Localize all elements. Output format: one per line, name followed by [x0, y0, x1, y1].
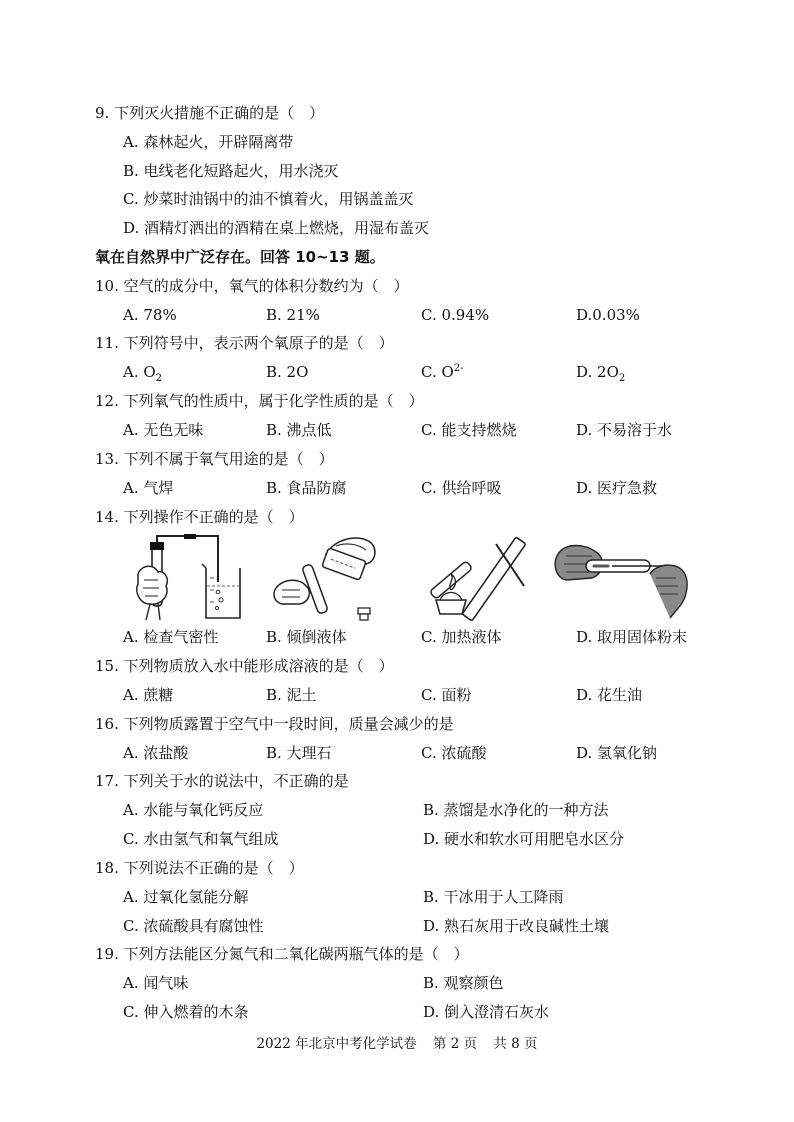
q13-stem-line [0, 445, 794, 474]
q13-stem: 13. 下列不属于氧气用途的是（ ） [95, 450, 334, 468]
q16-options [0, 739, 794, 768]
q9-option-a: A. 森林起火，开辟隔离带 [123, 133, 294, 151]
q12-option-a: A. 无色无味 [123, 421, 204, 439]
q11-option-c: C. $O^{2-}$ [421, 363, 464, 381]
q9-option-c-line [0, 185, 794, 214]
q17-options-ab [0, 796, 794, 825]
q18-options-cd [0, 912, 794, 941]
q16-stem-line [0, 710, 794, 739]
q10-option-d: D.0.03% [576, 306, 640, 324]
q9-option-a-line [0, 128, 794, 157]
q10-option-b: B. 21% [266, 306, 320, 324]
q17-option-c: C. 水由氢气和氧气组成 [123, 830, 279, 848]
q9-option-b-line [0, 157, 794, 186]
q15-option-a: A. 蔗糖 [123, 686, 174, 704]
q11-option-b: B. 2O [266, 363, 309, 381]
q11-stem-line [0, 329, 794, 358]
pour-liquid-icon [266, 534, 386, 624]
q16-option-b: B. 大理石 [266, 744, 332, 762]
q17-option-d: D. 硬水和软水可用肥皂水区分 [423, 830, 625, 848]
q9-option-c: C. 炒菜时油锅中的油不慎着火，用锅盖盖灭 [123, 190, 414, 208]
q13-options [0, 474, 794, 503]
q15-option-b: B. 泥土 [266, 686, 317, 704]
q14-option-a: A. 检查气密性 [123, 628, 219, 646]
section-heading-line [0, 243, 794, 272]
airtightness-check-icon [124, 534, 254, 624]
q14-stem: 14. 下列操作不正确的是（ ） [95, 508, 304, 526]
q14-option-d: D. 取用固体粉末 [576, 628, 688, 646]
q9-stem-line [0, 99, 794, 128]
q12-stem: 12. 下列氧气的性质中，属于化学性质的是（ ） [95, 392, 424, 410]
q12-option-d: D. 不易溶于水 [576, 421, 673, 439]
q19-option-a: A. 闻气味 [123, 974, 189, 992]
q9-option-d-line [0, 214, 794, 243]
heat-liquid-icon [426, 534, 536, 624]
q10-options [0, 301, 794, 330]
q16-option-c: C. 浓硫酸 [421, 744, 487, 762]
q17-option-a: A. 水能与氧化钙反应 [123, 801, 264, 819]
q18-stem: 18. 下列说法不正确的是（ ） [95, 859, 304, 877]
q17-option-b: B. 蒸馏是水净化的一种方法 [423, 801, 609, 819]
q15-options [0, 681, 794, 710]
q18-options-ab [0, 883, 794, 912]
q16-option-d: D. 氢氧化钠 [576, 744, 658, 762]
section-heading: 氧在自然界中广泛存在。回答 10~13 题。 [95, 248, 385, 266]
q19-options-ab [0, 969, 794, 998]
q14-option-b: B. 倾倒液体 [266, 628, 347, 646]
q18-option-a: A. 过氧化氢能分解 [123, 888, 249, 906]
q17-options-cd [0, 825, 794, 854]
q19-stem: 19. 下列方法能区分氮气和二氧化碳两瓶气体的是（ ） [95, 945, 469, 963]
q19-options-cd [0, 998, 794, 1027]
q10-stem: 10. 空气的成分中，氧气的体积分数约为（ ） [95, 277, 409, 295]
q16-stem: 16. 下列物质露置于空气中一段时间，质量会减少的是 [95, 715, 454, 733]
q19-option-c: C. 伸入燃着的木条 [123, 1003, 249, 1021]
q11-stem: 11. 下列符号中，表示两个氧原子的是（ ） [95, 334, 394, 352]
q14-option-c: C. 加热液体 [421, 628, 502, 646]
q9-option-d: D. 酒精灯洒出的酒精在桌上燃烧，用湿布盖灭 [123, 219, 430, 237]
q9-option-b: B. 电线老化短路起火，用水浇灭 [123, 162, 339, 180]
page-footer [0, 1034, 794, 1054]
footer-title: 2022 年北京中考化学试卷 [256, 1036, 417, 1052]
q12-options [0, 416, 794, 445]
q18-option-d: D. 熟石灰用于改良碱性土壤 [423, 917, 610, 935]
q17-stem: 17. 下列关于水的说法中，不正确的是 [95, 772, 349, 790]
q19-option-b: B. 观察颜色 [423, 974, 504, 992]
q12-option-c: C. 能支持燃烧 [421, 421, 517, 439]
q18-option-b: B. 干冰用于人工降雨 [423, 888, 564, 906]
q18-option-c: C. 浓硫酸具有腐蚀性 [123, 917, 264, 935]
footer-total-pages: 共 8 页 [493, 1036, 538, 1052]
solid-powder-icon [552, 534, 692, 624]
q11-option-d: D. $2O_2$ [576, 363, 626, 384]
q13-option-d: D. 医疗急救 [576, 479, 658, 497]
q13-option-c: C. 供给呼吸 [421, 479, 502, 497]
q15-stem: 15. 下列物质放入水中能形成溶液的是（ ） [95, 657, 394, 675]
q12-stem-line [0, 387, 794, 416]
q14-stem-line [0, 503, 794, 532]
q13-option-b: B. 食品防腐 [266, 479, 347, 497]
q15-option-c: C. 面粉 [421, 686, 472, 704]
q15-stem-line [0, 652, 794, 681]
q10-stem-line [0, 272, 794, 301]
q10-option-a: A. 78% [123, 306, 177, 324]
q12-option-b: B. 沸点低 [266, 421, 332, 439]
q15-option-d: D. 花生油 [576, 686, 643, 704]
q19-stem-line [0, 940, 794, 969]
q14-options [0, 623, 794, 652]
q10-option-c: C. 0.94% [421, 306, 490, 324]
q11-option-a: A. $O_2$ [123, 363, 163, 384]
q11-options [0, 358, 794, 387]
q13-option-a: A. 气焊 [123, 479, 174, 497]
q16-option-a: A. 浓盐酸 [123, 744, 189, 762]
footer-page-number: 第 2 页 [432, 1036, 478, 1052]
q18-stem-line [0, 854, 794, 883]
q17-stem-line [0, 767, 794, 796]
q19-option-d: D. 倒入澄清石灰水 [423, 1003, 550, 1021]
q14-figures [0, 534, 794, 624]
q9-stem: 9. 下列灭火措施不正确的是（ ） [95, 104, 325, 122]
